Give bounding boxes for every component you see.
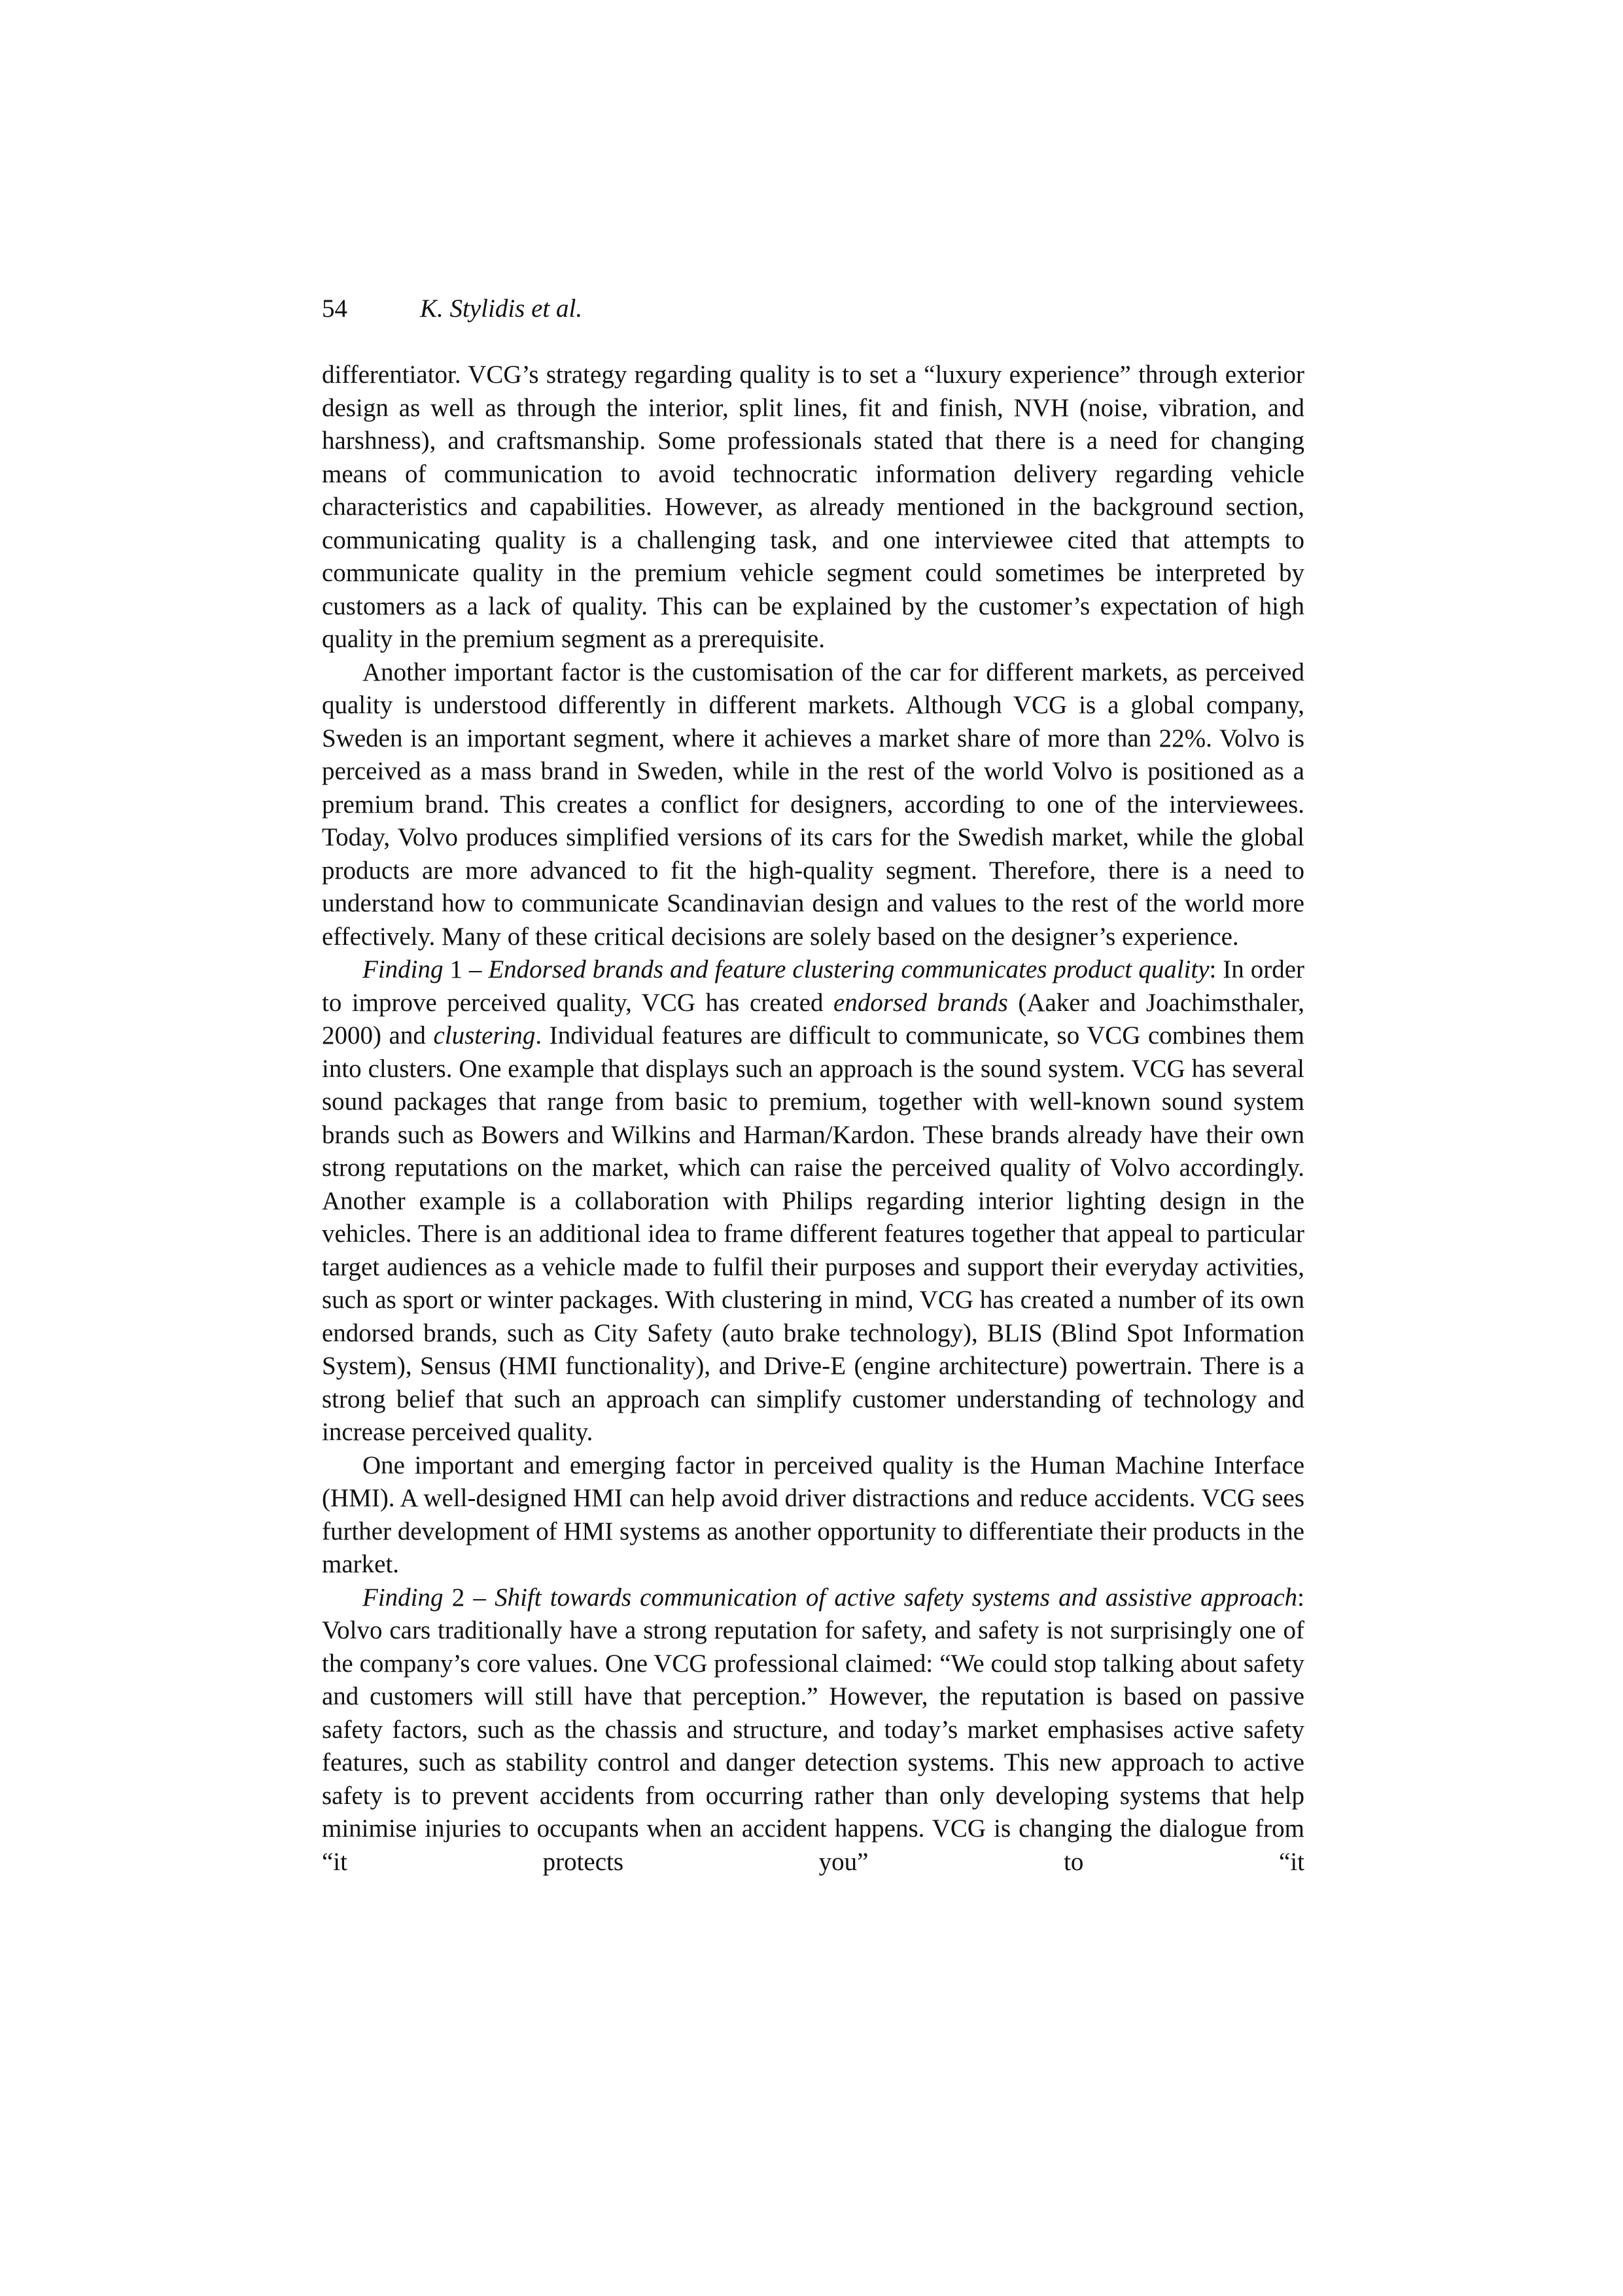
running-head-authors: K. Stylidis et al.: [420, 294, 583, 323]
finding-2-text-a: : Volvo cars traditionally have a strong reputation for safety, and safety is not surprisingly one of the company’s core values. One VCG professional claimed: “We could stop talking about safety and customers will still have that perception.” However, the reputation is based on passive safety factors, such as the chassis and structure, and today’s market emphasises active safety features, such as stability control and danger detection systems. This new approach to active safety is to prevent accidents from occurring rather than only developing systems that help minimise injuries to occupants when an accident happens. VCG is changing the dialogue from “it protects you” to “it: [322, 1583, 1305, 1876]
finding-1-term-clustering: clustering: [433, 1021, 536, 1050]
paragraph-1-text: differentiator. VCG’s strategy regarding quality is to set a “luxury experience” through exterior design as well as through the interior, split lines, fit and finish, NVH (noise, vibration, and harshness), and craftsmanship. Some professionals stated that there is a need for changing means of communication to avoid technocratic information delivery regarding vehicle characteristics and capabilities. However, as already mentioned in the background section, communicating quality is a challenging task, and one interviewee cited that attempts to communicate quality in the premium vehicle segment could sometimes be interpreted by customers as a lack of quality. This can be explained by the customer’s expectation of high quality in the premium segment as a prerequisite.: [322, 361, 1304, 653]
body-text: [322, 359, 1304, 1879]
paragraph-finding-1: [322, 953, 1304, 1449]
finding-2-title: Shift towards communication of active safety systems and assistive approach: [495, 1583, 1298, 1612]
paragraph-finding-2: [322, 1581, 1304, 1879]
paragraph-2-text: Another important factor is the customisation of the car for different markets, as perceived quality is understood differently in different markets. Although VCG is a global company, Sweden is an important segment, where it achieves a market share of more than 22%. Volvo is perceived as a mass brand in Sweden, while in the rest of the world Volvo is positioned as a premium brand. This creates a conflict for designers, according to one of the interviewees. Today, Volvo produces simplified versions of its cars for the Swedish market, while the global products are more advanced to fit the high-quality segment. Therefore, there is a need to understand how to communicate Scandinavian design and values to the rest of the world more effectively. Many of these critical decisions are solely based on the designer’s experience.: [322, 658, 1304, 951]
page-number: 54: [322, 294, 347, 323]
finding-1-title: Endorsed brands and feature clustering communicates product quality: [488, 955, 1210, 983]
running-head: [322, 292, 582, 325]
paragraph-hmi-text: One important and emerging factor in perceived quality is the Human Machine Interface (HMI). A well-designed HMI can help avoid driver distractions and reduce accidents. VCG sees further development of HMI systems as another opportunity to differentiate their products in the market.: [322, 1451, 1304, 1578]
finding-1-term-endorsed-brands: endorsed brands: [833, 988, 1008, 1017]
finding-1-number: 1 –: [449, 955, 482, 983]
finding-1-text-c: . Individual features are difficult to communicate, so VCG combines them into clusters. One example that displays such an approach is the sound system. VCG has several sound packages that range from basic to premium, together with well-known sound system brands such as Bowers and Wilkins and Harman/Kardon. These brands already have their own strong reputations on the market, which can raise the perceived quality of Volvo accordingly. Another example is a collaboration with Philips regarding interior lighting design in the vehicles. There is an additional idea to frame different features together that appeal to particular target audiences as a vehicle made to fulfil their purposes and support their everyday activities, such as sport or winter packages. With clustering in mind, VCG has created a number of its own endorsed brands, such as City Safety (auto brake technology), BLIS (Blind Spot Information System), Sensus (HMI functionality), and Drive-E (engine architecture) powertrain. There is a strong belief that such an approach can simplify customer understanding of technology and increase perceived quality.: [322, 1021, 1304, 1446]
paragraph-1: [322, 359, 1304, 656]
finding-2-number: 2 –: [451, 1583, 486, 1612]
finding-1-text-b: (Aaker and Joachimsthaler, 2000) and: [322, 988, 1304, 1050]
finding-1-text-a: : In order to improve perceived quality, VCG has created: [322, 955, 1304, 1017]
finding-1-label: Finding: [362, 955, 444, 983]
finding-2-label: Finding: [362, 1583, 444, 1612]
paragraph-hmi: [322, 1449, 1304, 1581]
paragraph-2: [322, 656, 1304, 954]
